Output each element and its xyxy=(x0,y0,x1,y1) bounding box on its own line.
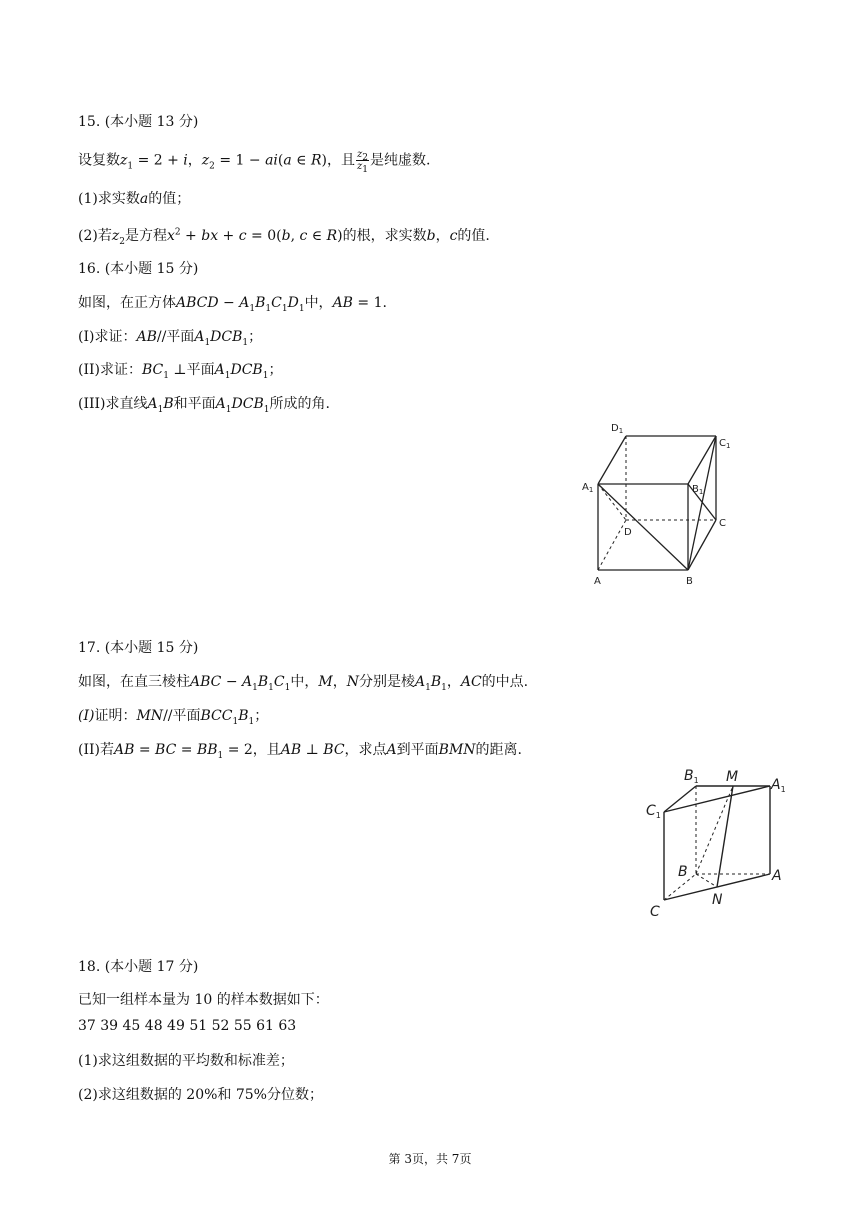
label-C1: $C_1$ xyxy=(719,438,731,450)
problem-16-question-1: (I)求证：AB//平面$A_1DCB_1$； xyxy=(78,329,263,348)
label-D1: $D_1$ xyxy=(611,423,624,435)
problem-17-question-1: (I)证明：MN//平面$BCC_1B_1$； xyxy=(78,708,269,727)
label-A1: $A_1$ xyxy=(582,482,594,494)
page-footer: 第 3页，共 7页 xyxy=(388,1152,472,1166)
problem-17-question-2: (II)若AB = BC = $BB_1 = 2$，且AB ⊥ BC，求点A到平面BMN的距离. xyxy=(78,742,522,761)
label-B: B xyxy=(686,576,693,587)
label-B1: $B_1$ xyxy=(692,484,704,496)
problem-16-question-2: (II)求证：$BC_1$ ⊥平面$A_1DCB_1$； xyxy=(78,362,283,381)
label-B1: $B_1$ xyxy=(684,768,699,785)
problem-16-statement: 如图，在正方体ABCD − $A_1B_1C_1D_1$中，AB = 1. xyxy=(78,295,387,314)
cube-figure xyxy=(578,418,738,590)
label-A: A xyxy=(594,576,601,587)
problem-15-heading: 15. (本小题 13 分) xyxy=(78,114,199,130)
problem-18-intro: 已知一组样本量为 10 的样本数据如下： xyxy=(78,992,329,1008)
problem-15-question-2: (2)若$z_2$是方程$x^2$ + bx + c = 0(b, c ∈ R)的根，求实数b，c的值. xyxy=(78,227,490,247)
label-N: N xyxy=(712,892,723,908)
problem-15-question-1: (1)求实数a的值； xyxy=(78,191,191,207)
label-A: A xyxy=(772,868,782,884)
label-M: M xyxy=(726,769,739,785)
problem-18-data: 37 39 45 48 49 51 52 55 61 63 xyxy=(78,1018,297,1034)
label-B: B xyxy=(678,864,688,880)
problem-18-heading: 18. (本小题 17 分) xyxy=(78,959,199,975)
label-C: C xyxy=(650,904,660,920)
prism-figure xyxy=(640,764,810,926)
problem-15-statement: 设复数$z_1 = 2 + i$，$z_2 = 1 - ai(a$ ∈ R)，且 $\frac{z_2}{z_1}$ 是纯虚数. xyxy=(78,149,431,175)
label-A1: $A_1$ xyxy=(771,777,786,794)
problem-17-heading: 17. (本小题 15 分) xyxy=(78,640,199,656)
problem-16-heading: 16. (本小题 15 分) xyxy=(78,261,199,277)
problem-16-question-3: (III)求直线$A_1B$和平面$A_1DCB_1$所成的角. xyxy=(78,396,330,415)
problem-18-question-1: (1)求这组数据的平均数和标准差； xyxy=(78,1053,294,1069)
problem-18-question-2: (2)求这组数据的 20%和 75%分位数； xyxy=(78,1087,323,1103)
label-C1: $C_1$ xyxy=(646,803,661,820)
problem-17-statement: 如图，在直三棱柱ABC − $A_1B_1C_1$中，M，N分别是棱$A_1B_1$，AC的中点. xyxy=(78,674,529,693)
label-D: D xyxy=(624,527,632,538)
label-C: C xyxy=(719,518,726,529)
